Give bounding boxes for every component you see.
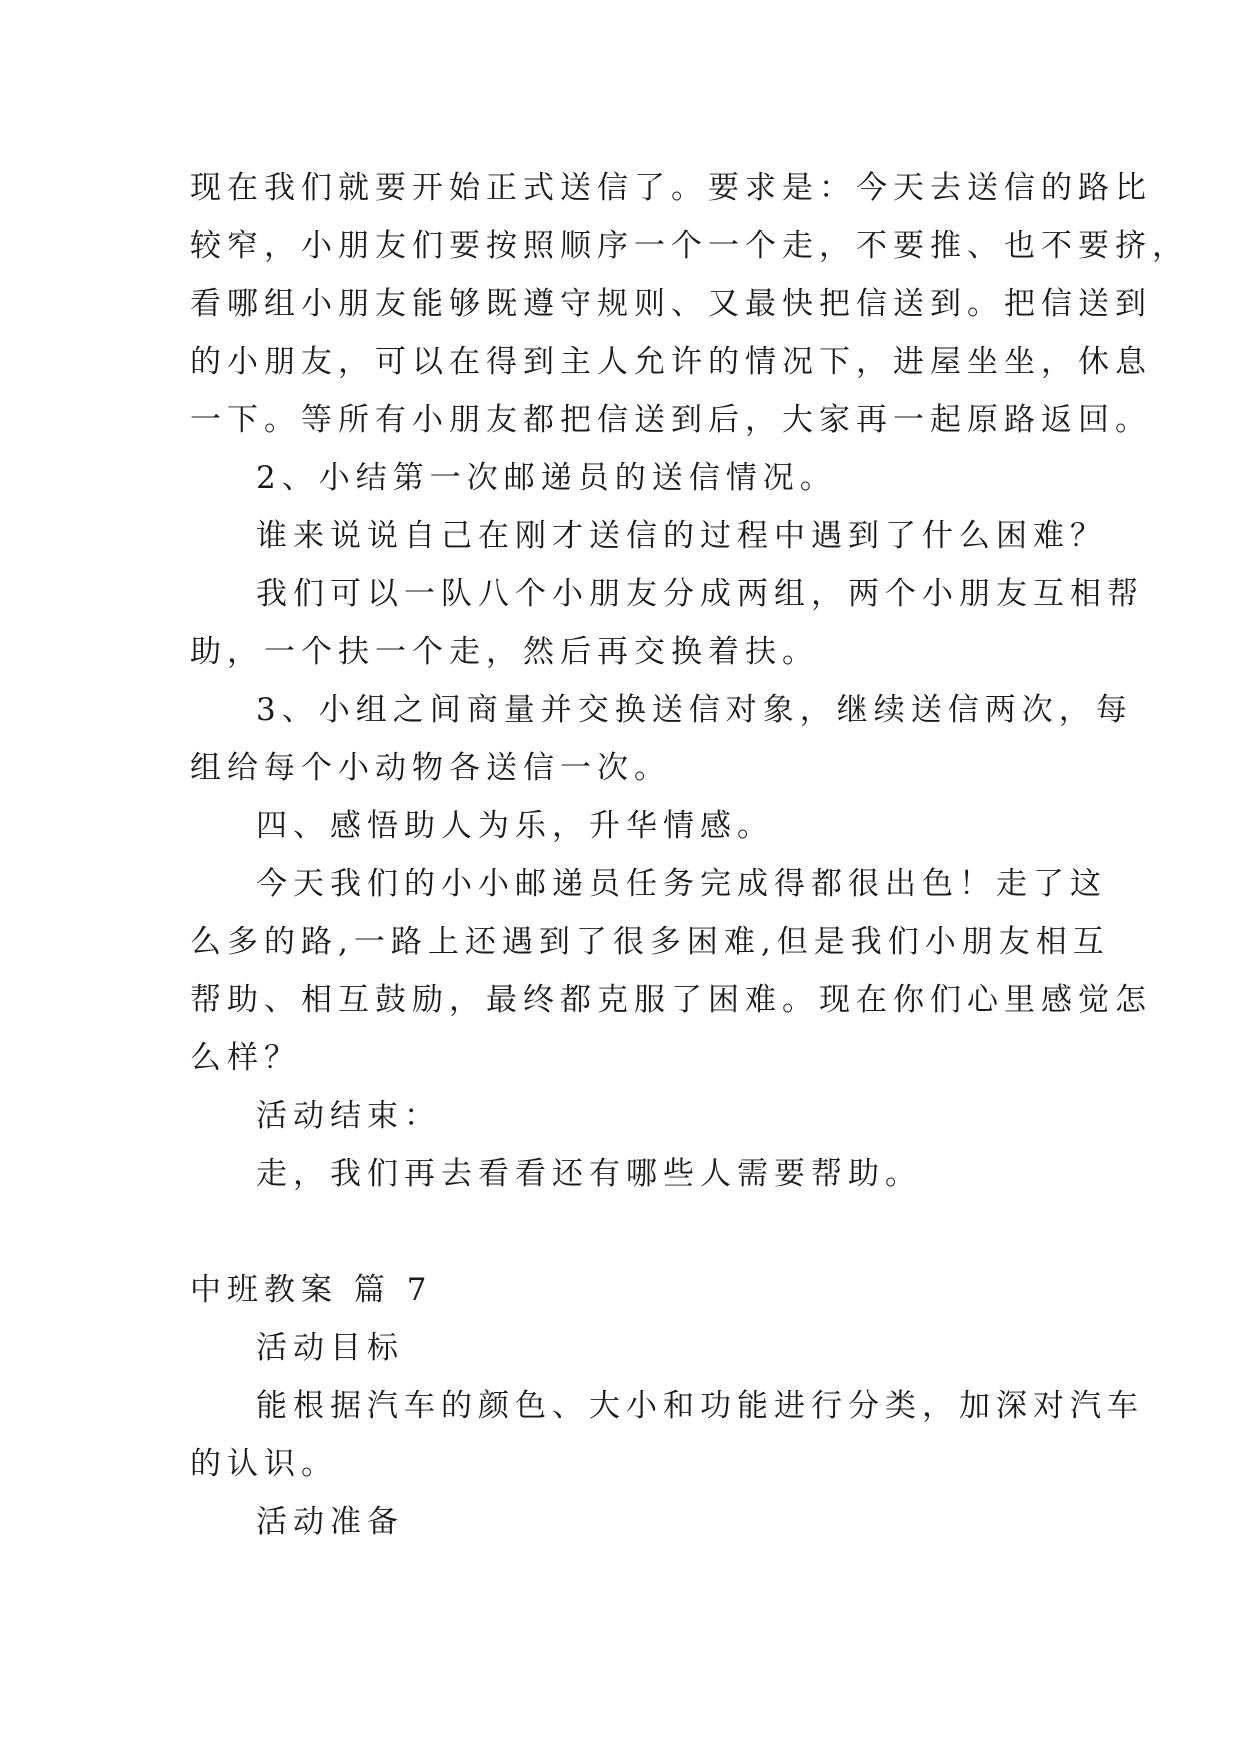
text-line: 帮助、相互鼓励，最终都克服了困难。现在你们心里感觉怎	[190, 982, 1152, 1018]
section-heading: 四、感悟助人为乐，升华情感。	[256, 808, 774, 844]
text-line: 今天我们的小小邮递员任务完成得都很出色！走了这	[256, 866, 1107, 902]
text-line: 活动结束：	[256, 1098, 441, 1134]
text-line: 我们可以一队八个小朋友分成两组，两个小朋友互相帮	[256, 576, 1144, 612]
section-heading: 活动准备	[256, 1504, 404, 1540]
text-line: 走，我们再去看看还有哪些人需要帮助。	[256, 1156, 922, 1192]
text-line: 么样？	[190, 1040, 301, 1076]
text-line: 助，一个扶一个走，然后再交换着扶。	[190, 634, 819, 670]
text-line: 能根据汽车的颜色、大小和功能进行分类，加深对汽车	[256, 1388, 1144, 1424]
text-line: 3、小组之间商量并交换送信对象，继续送信两次，每	[256, 692, 1133, 728]
text-line: 的认识。	[190, 1446, 338, 1482]
text-line: 组给每个小动物各送信一次。	[190, 750, 671, 786]
text-line: 2、小结第一次邮递员的送信情况。	[256, 460, 837, 496]
section-heading: 活动目标	[256, 1330, 404, 1366]
text-line: 么多的路,一路上还遇到了很多困难,但是我们小朋友相互	[190, 924, 1110, 960]
text-line: 现在我们就要开始正式送信了。要求是：今天去送信的路比	[190, 170, 1152, 206]
text-line: 看哪组小朋友能够既遵守规则、又最快把信送到。把信送到	[190, 286, 1152, 322]
text-line: 较窄，小朋友们要按照顺序一个一个走，不要推、也不要挤，	[190, 228, 1189, 264]
lesson-title: 中班教案 篇 7	[190, 1272, 433, 1308]
text-line: 的小朋友，可以在得到主人允许的情况下，进屋坐坐，休息	[190, 344, 1152, 380]
text-line: 谁来说说自己在刚才送信的过程中遇到了什么困难？	[256, 518, 1107, 554]
text-line: 一下。等所有小朋友都把信送到后，大家再一起原路返回。	[190, 402, 1152, 438]
